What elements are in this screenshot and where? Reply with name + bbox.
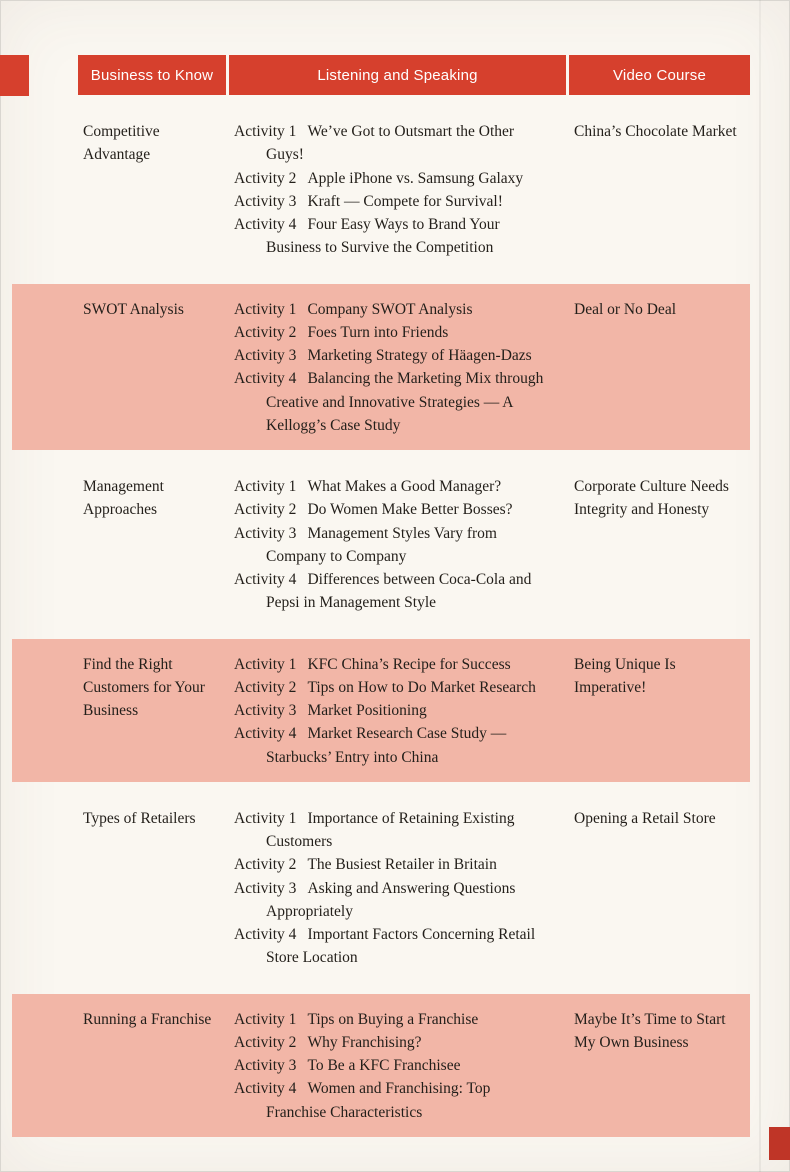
activity-label: Activity 2 xyxy=(234,169,297,187)
activity-title: Balancing the Marketing Mix through Creative and Innovative Strategies — A Kellogg’s Case Study xyxy=(266,370,544,434)
video-course-cell xyxy=(568,474,750,615)
activity-label: Activity 2 xyxy=(234,323,297,341)
activity-item xyxy=(234,676,554,699)
activity-item xyxy=(234,699,554,722)
activity-label: Activity 4 xyxy=(234,926,297,943)
business-topic-text: Types of Retailers xyxy=(83,809,196,827)
table-row xyxy=(78,639,750,782)
business-topic-cell xyxy=(78,652,228,769)
activity-title: Foes Turn into Friends xyxy=(307,323,449,341)
activity-title: Asking and Answering Questions Appropriately xyxy=(266,879,516,920)
activity-label: Activity 2 xyxy=(234,678,297,696)
activity-label: Activity 4 xyxy=(234,216,297,233)
activity-title: Importance of Retaining Existing Customers xyxy=(266,809,515,850)
activity-label: Activity 3 xyxy=(234,702,297,719)
activity-item xyxy=(234,807,554,854)
activity-item xyxy=(234,653,554,676)
activity-label: Activity 3 xyxy=(234,1057,297,1074)
activity-title: Company SWOT Analysis xyxy=(307,300,473,318)
activities-cell xyxy=(228,297,568,438)
activity-label: Activity 4 xyxy=(234,1080,297,1098)
activity-label: Activity 3 xyxy=(234,879,297,897)
activities-cell xyxy=(228,806,568,970)
activity-item xyxy=(234,190,554,213)
activity-title: Market Positioning xyxy=(307,702,427,719)
activity-label: Activity 2 xyxy=(234,501,297,519)
activity-title: Market Research Case Study — Starbucks’ Entry into China xyxy=(266,725,507,766)
video-course-cell xyxy=(568,119,750,260)
activity-label: Activity 4 xyxy=(234,370,297,388)
activity-label: Activity 3 xyxy=(234,192,297,210)
activity-title: Women and Franchising: Top Franchise Characteristics xyxy=(266,1080,491,1121)
activities-cell xyxy=(228,474,568,615)
activity-title: What Makes a Good Manager? xyxy=(307,478,502,495)
activity-label: Activity 1 xyxy=(234,478,297,495)
video-course-text: Maybe It’s Time to Start My Own Business xyxy=(574,1010,726,1051)
video-course-text: Corporate Culture Needs Integrity and Honesty xyxy=(574,478,729,519)
video-course-text: China’s Chocolate Market xyxy=(574,123,737,140)
table-row xyxy=(78,284,750,451)
business-topic-cell xyxy=(78,806,228,970)
business-topic-text: Competitive Advantage xyxy=(83,123,160,164)
activity-title: Do Women Make Better Bosses? xyxy=(307,501,513,519)
activities-cell xyxy=(228,119,568,260)
table-row xyxy=(78,106,750,273)
video-course-text: Deal or No Deal xyxy=(574,300,676,318)
activity-title: We’ve Got to Outsmart the Other Guys! xyxy=(266,123,515,164)
activity-item xyxy=(234,853,554,876)
video-course-cell xyxy=(568,1007,750,1124)
business-topic-cell xyxy=(78,474,228,615)
activity-item xyxy=(234,367,554,437)
business-topic-text: Running a Franchise xyxy=(83,1010,212,1028)
business-topic-text: SWOT Analysis xyxy=(83,300,184,318)
activity-item xyxy=(234,120,554,167)
activity-item xyxy=(234,722,554,769)
video-course-cell xyxy=(568,806,750,970)
business-topic-cell xyxy=(78,119,228,260)
left-edge-red-strip xyxy=(0,55,29,96)
activity-label: Activity 1 xyxy=(234,655,297,673)
business-topic-cell xyxy=(78,1007,228,1124)
bottom-right-red-mark xyxy=(769,1127,790,1160)
activity-title: KFC China’s Recipe for Success xyxy=(307,655,511,673)
activity-title: Management Styles Vary from Company to Company xyxy=(266,524,497,565)
activity-title: Tips on Buying a Franchise xyxy=(307,1010,479,1028)
activity-label: Activity 1 xyxy=(234,123,297,140)
table-row xyxy=(78,461,750,628)
activity-title: Four Easy Ways to Brand Your Business to Survive the Competition xyxy=(266,216,500,257)
activity-title: Why Franchising? xyxy=(307,1033,422,1051)
activity-title: Tips on How to Do Market Research xyxy=(307,678,536,696)
activity-item xyxy=(234,298,554,321)
activity-item xyxy=(234,1008,554,1031)
activity-label: Activity 3 xyxy=(234,524,297,542)
business-topic-cell xyxy=(78,297,228,438)
table-row xyxy=(78,793,750,983)
table-row xyxy=(78,994,750,1137)
activity-item xyxy=(234,1031,554,1054)
table-body xyxy=(78,106,750,1137)
activity-title: Kraft — Compete for Survival! xyxy=(307,192,503,210)
activity-item xyxy=(234,498,554,521)
activity-label: Activity 4 xyxy=(234,571,297,588)
activity-label: Activity 4 xyxy=(234,725,297,743)
activity-title: Differences between Coca-Cola and Pepsi in Management Style xyxy=(266,571,532,612)
video-course-text: Opening a Retail Store xyxy=(574,809,716,827)
column-header-business-to-know: Business to Know xyxy=(78,55,226,95)
table-header-row xyxy=(78,55,750,95)
activity-title: Important Factors Concerning Retail Store Location xyxy=(266,926,536,967)
activity-title: The Busiest Retailer in Britain xyxy=(307,856,497,874)
activity-item xyxy=(234,1054,554,1077)
column-header-video-course: Video Course xyxy=(569,55,750,95)
activity-label: Activity 3 xyxy=(234,347,297,364)
video-course-cell xyxy=(568,652,750,769)
activity-item xyxy=(234,213,554,260)
activity-item xyxy=(234,1077,554,1124)
contents-table xyxy=(78,55,750,1137)
activity-item xyxy=(234,923,554,970)
video-course-text: Being Unique Is Imperative! xyxy=(574,655,676,696)
activity-title: Marketing Strategy of Häagen-Dazs xyxy=(307,347,532,364)
activity-label: Activity 1 xyxy=(234,809,297,827)
activity-item xyxy=(234,167,554,190)
video-course-cell xyxy=(568,297,750,438)
page-edge-line xyxy=(759,0,761,1172)
activity-title: Apple iPhone vs. Samsung Galaxy xyxy=(307,169,524,187)
business-topic-text: Find the Right Customers for Your Business xyxy=(83,655,205,719)
business-topic-text: Management Approaches xyxy=(83,478,164,519)
activity-item xyxy=(234,522,554,569)
activity-item xyxy=(234,877,554,924)
activity-item xyxy=(234,321,554,344)
column-header-listening-and-speaking: Listening and Speaking xyxy=(229,55,566,95)
activity-label: Activity 2 xyxy=(234,856,297,874)
activity-title: To Be a KFC Franchisee xyxy=(307,1057,461,1074)
activity-item xyxy=(234,568,554,615)
activities-cell xyxy=(228,652,568,769)
activity-label: Activity 1 xyxy=(234,1010,297,1028)
activity-item xyxy=(234,344,554,367)
activity-label: Activity 2 xyxy=(234,1033,297,1051)
activity-item xyxy=(234,475,554,498)
activity-label: Activity 1 xyxy=(234,300,297,318)
activities-cell xyxy=(228,1007,568,1124)
